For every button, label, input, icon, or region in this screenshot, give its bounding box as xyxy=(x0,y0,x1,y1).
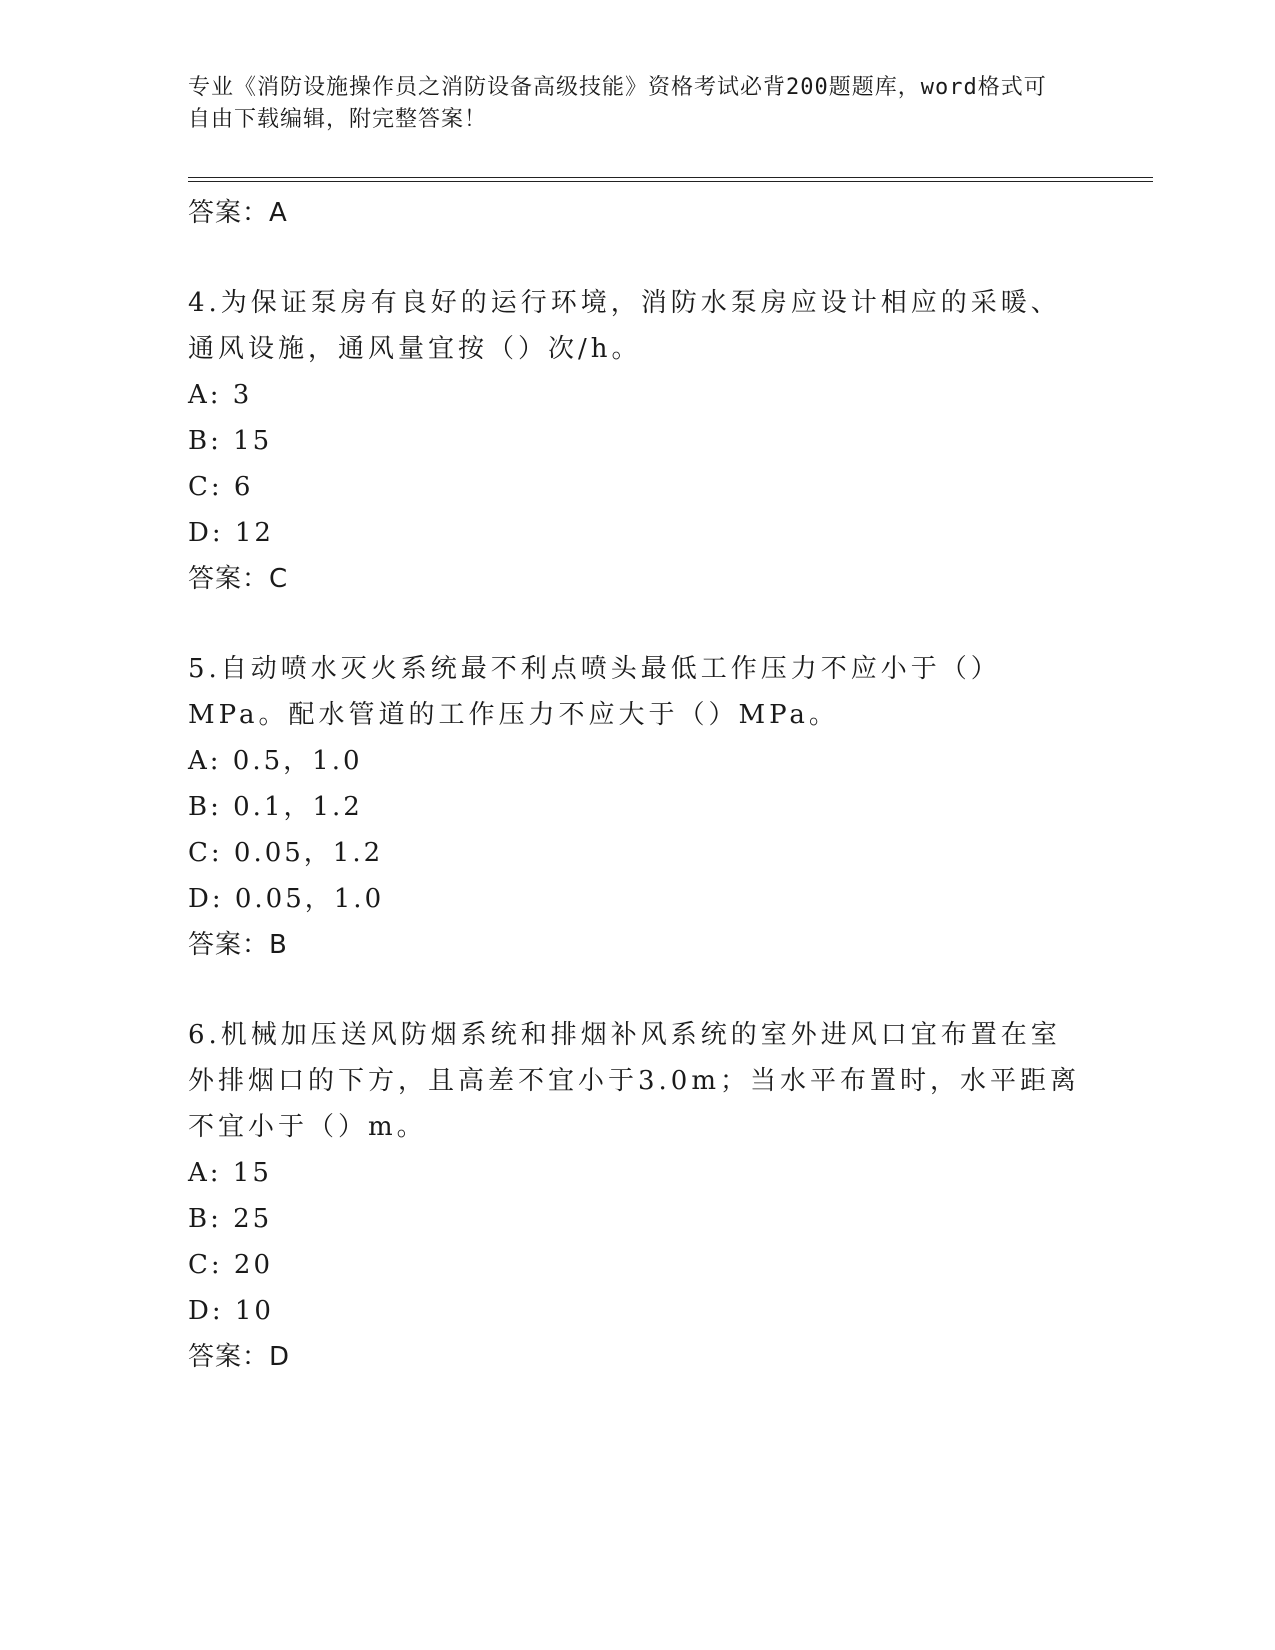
option-a: A: 15 xyxy=(188,1158,272,1188)
question-list xyxy=(188,190,1088,1380)
option-c: C: 6 xyxy=(188,472,254,502)
answer-line: 答案：D xyxy=(188,1342,291,1372)
answer-line: 答案：C xyxy=(188,564,289,594)
question-5 xyxy=(188,646,1088,968)
question-stem: 5.自动喷水灭火系统最不利点喷头最低工作压力不应小于（）MPa。配水管道的工作压力不应大于（）MPa。 xyxy=(188,654,1001,730)
header-divider xyxy=(188,177,1153,184)
answer-line: 答案：A xyxy=(188,198,288,228)
option-b: B: 15 xyxy=(188,426,273,456)
answer-line: 答案：B xyxy=(188,930,288,960)
question-4 xyxy=(188,280,1088,602)
option-a: A: 0.5，1.0 xyxy=(188,746,363,776)
document-header: 专业《消防设施操作员之消防设备高级技能》资格考试必背200题题库，word格式可自由下载编辑，附完整答案！ xyxy=(188,75,1047,132)
question-stem: 6.机械加压送风防烟系统和排烟补风系统的室外进风口宜布置在室外排烟口的下方，且高差不宜小于3.0m；当水平布置时，水平距离不宜小于（）m。 xyxy=(188,1020,1081,1142)
question-stem: 4.为保证泵房有良好的运行环境，消防水泵房应设计相应的采暖、通风设施，通风量宜按（）次/h。 xyxy=(188,288,1061,364)
option-d: D: 10 xyxy=(188,1296,274,1326)
option-c: C: 0.05，1.2 xyxy=(188,838,384,868)
divider-line-top xyxy=(188,177,1153,178)
option-b: B: 0.1，1.2 xyxy=(188,792,363,822)
option-b: B: 25 xyxy=(188,1204,273,1234)
option-c: C: 20 xyxy=(188,1250,274,1280)
option-d: D: 12 xyxy=(188,518,274,548)
question-6 xyxy=(188,1012,1088,1380)
option-a: A: 3 xyxy=(188,380,253,410)
option-d: D: 0.05，1.0 xyxy=(188,884,385,914)
divider-line-bottom xyxy=(188,181,1153,182)
